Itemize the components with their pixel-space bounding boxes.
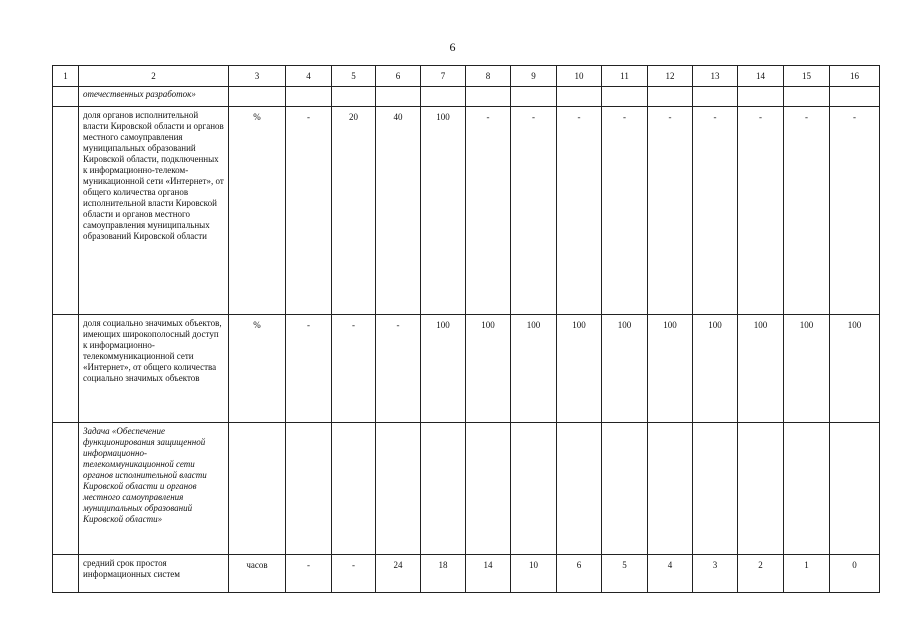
value-cell [332, 423, 376, 555]
header-cell-11: 11 [602, 66, 648, 87]
value-cell [286, 87, 332, 107]
value-cell: - [466, 107, 511, 315]
header-cell-7: 7 [421, 66, 466, 87]
value-cell [511, 423, 557, 555]
value-cell [466, 87, 511, 107]
unit-cell: % [229, 315, 286, 423]
value-cell: - [648, 107, 693, 315]
header-cell-15: 15 [784, 66, 830, 87]
value-cell: - [784, 107, 830, 315]
header-cell-13: 13 [693, 66, 738, 87]
value-cell: 100 [648, 315, 693, 423]
value-cell: 100 [421, 315, 466, 423]
value-cell: 0 [830, 555, 880, 593]
header-cell-3: 3 [229, 66, 286, 87]
value-cell: 100 [830, 315, 880, 423]
header-cell-8: 8 [466, 66, 511, 87]
value-cell [602, 87, 648, 107]
value-cell: - [602, 107, 648, 315]
unit-cell: часов [229, 555, 286, 593]
table-row [53, 423, 880, 555]
value-cell: - [376, 315, 421, 423]
description-cell: Задача «Обеспечение функционирования защищенной информационно-телекоммуникационной сети органов исполнительной власти Кировской области и органов местного самоуправления муниципальных образований Кировской области» [79, 423, 229, 555]
header-cell-9: 9 [511, 66, 557, 87]
table-row [53, 87, 880, 107]
header-cell-6: 6 [376, 66, 421, 87]
value-cell [376, 423, 421, 555]
description-cell: доля социально значимых объектов, имеющих широкополосный доступ к информационно-телекоммуникационной сети «Интернет», от общего количества социально значимых объектов [79, 315, 229, 423]
header-cell-5: 5 [332, 66, 376, 87]
value-cell: 4 [648, 555, 693, 593]
value-cell [784, 87, 830, 107]
value-cell: 24 [376, 555, 421, 593]
value-cell [376, 87, 421, 107]
value-cell [693, 423, 738, 555]
indicators-table [52, 65, 880, 593]
row-number-cell [53, 555, 79, 593]
value-cell: - [557, 107, 602, 315]
value-cell [286, 423, 332, 555]
description-cell: отечественных разработок» [79, 87, 229, 107]
value-cell: - [511, 107, 557, 315]
value-cell: 100 [557, 315, 602, 423]
value-cell [830, 423, 880, 555]
value-cell: 14 [466, 555, 511, 593]
table-row [53, 555, 880, 593]
header-cell-1: 1 [53, 66, 79, 87]
value-cell: - [286, 315, 332, 423]
value-cell: 100 [602, 315, 648, 423]
value-cell: - [693, 107, 738, 315]
value-cell: 100 [421, 107, 466, 315]
unit-cell [229, 423, 286, 555]
value-cell: 18 [421, 555, 466, 593]
value-cell: 40 [376, 107, 421, 315]
value-cell: 3 [693, 555, 738, 593]
row-number-cell [53, 87, 79, 107]
header-cell-12: 12 [648, 66, 693, 87]
header-cell-10: 10 [557, 66, 602, 87]
value-cell: 2 [738, 555, 784, 593]
header-cell-16: 16 [830, 66, 880, 87]
value-cell [511, 87, 557, 107]
value-cell: 20 [332, 107, 376, 315]
value-cell: 5 [602, 555, 648, 593]
description-cell: доля органов исполнительной власти Кировской области и органов местного самоуправления муниципальных образований Кировской области, подключенных к информационно-телеком-муникационной сети «Интернет», от общего количества органов исполнительной власти Кировской области и органов местного самоуправления муниципальных образований Кировской области [79, 107, 229, 315]
value-cell [830, 87, 880, 107]
value-cell [648, 423, 693, 555]
value-cell [421, 423, 466, 555]
header-cell-4: 4 [286, 66, 332, 87]
unit-cell [229, 87, 286, 107]
value-cell: - [738, 107, 784, 315]
value-cell [557, 423, 602, 555]
row-number-cell [53, 315, 79, 423]
row-number-cell [53, 107, 79, 315]
value-cell: - [332, 555, 376, 593]
value-cell [421, 87, 466, 107]
header-row [53, 66, 880, 87]
value-cell [602, 423, 648, 555]
value-cell: 100 [738, 315, 784, 423]
value-cell [693, 87, 738, 107]
value-cell: 100 [784, 315, 830, 423]
description-cell: средний срок простоя информационных систем [79, 555, 229, 593]
value-cell [738, 423, 784, 555]
header-cell-14: 14 [738, 66, 784, 87]
value-cell: - [286, 555, 332, 593]
table-row [53, 107, 880, 315]
table-row [53, 315, 880, 423]
value-cell [466, 423, 511, 555]
value-cell [332, 87, 376, 107]
value-cell: 6 [557, 555, 602, 593]
value-cell: 10 [511, 555, 557, 593]
value-cell [557, 87, 602, 107]
value-cell: - [830, 107, 880, 315]
page-number: 6 [449, 40, 456, 54]
row-number-cell [53, 423, 79, 555]
value-cell: 100 [511, 315, 557, 423]
value-cell: 100 [693, 315, 738, 423]
header-cell-2: 2 [79, 66, 229, 87]
value-cell: 1 [784, 555, 830, 593]
value-cell [738, 87, 784, 107]
value-cell: - [332, 315, 376, 423]
value-cell [648, 87, 693, 107]
unit-cell: % [229, 107, 286, 315]
value-cell [784, 423, 830, 555]
value-cell: - [286, 107, 332, 315]
value-cell: 100 [466, 315, 511, 423]
